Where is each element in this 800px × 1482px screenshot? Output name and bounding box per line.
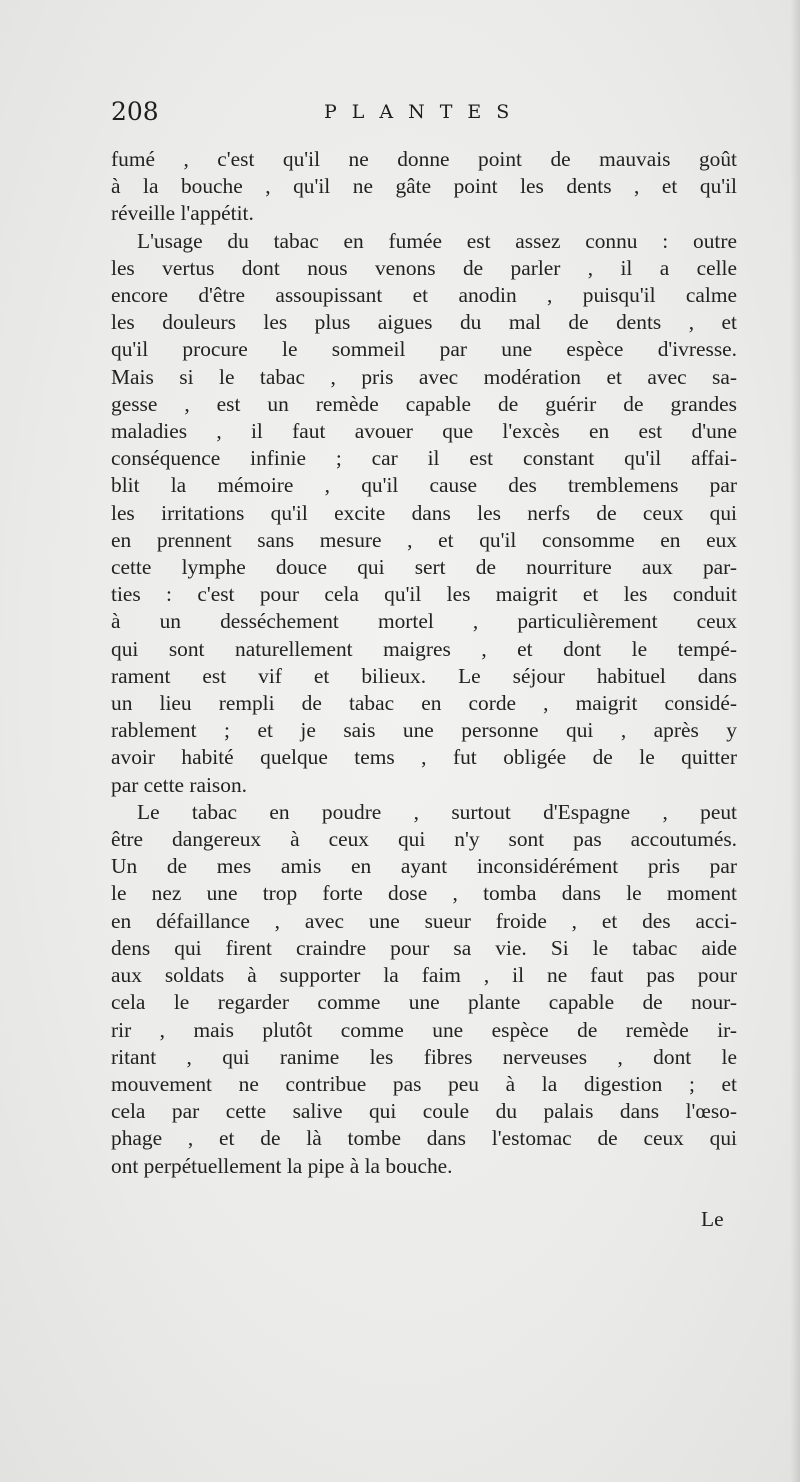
- text-line: les vertus dont nous venons de parler , il a celle: [111, 255, 737, 280]
- page-number: 208: [111, 97, 159, 126]
- text-line: être dangereux à ceux qui n'y sont pas accoutumés.: [111, 827, 737, 852]
- body-text: [111, 146, 737, 1180]
- text-line: Le tabac en poudre , surtout d'Espagne , peut: [137, 799, 737, 824]
- text-line: par cette raison.: [111, 772, 247, 797]
- catchword: Le: [701, 1207, 724, 1231]
- text-line: L'usage du tabac en fumée est assez connu : outre: [137, 228, 737, 253]
- running-head: PLANTES: [324, 101, 525, 123]
- text-line: Un de mes amis en ayant inconsidérément pris par: [111, 854, 737, 879]
- text-line: cette lymphe douce qui sert de nourriture aux par-: [111, 555, 737, 580]
- text-line: qu'il procure le sommeil par une espèce d'ivresse.: [111, 337, 737, 362]
- text-line: aux soldats à supporter la faim , il ne faut pas pour: [111, 963, 737, 988]
- text-line: ont perpétuellement la pipe à la bouche.: [111, 1153, 453, 1178]
- page-edge-shadow: [790, 0, 800, 1482]
- text-line: rablement ; et je sais une personne qui , après y: [111, 718, 737, 743]
- text-line: mouvement ne contribue pas peu à la digestion ; et: [111, 1071, 737, 1096]
- text-line: rir , mais plutôt comme une espèce de remède ir-: [111, 1017, 737, 1042]
- text-line: en défaillance , avec une sueur froide , et des acci-: [111, 908, 737, 933]
- text-line: dens qui firent craindre pour sa vie. Si le tabac aide: [111, 935, 737, 960]
- text-line: les douleurs les plus aigues du mal de dents , et: [111, 310, 737, 335]
- page-header: [111, 97, 671, 137]
- text-line: réveille l'appétit.: [111, 201, 254, 226]
- text-line: en prennent sans mesure , et qu'il consomme en eux: [111, 527, 737, 552]
- text-line: maladies , il faut avouer que l'excès en est d'une: [111, 419, 737, 444]
- text-line: cela par cette salive qui coule du palais dans l'œso-: [111, 1099, 737, 1124]
- text-line: à un desséchement mortel , particulièrement ceux: [111, 609, 737, 634]
- text-line: fumé , c'est qu'il ne donne point de mauvais goût: [111, 147, 737, 171]
- text-line: gesse , est un remède capable de guérir de grandes: [111, 391, 737, 416]
- text-line: blit la mémoire , qu'il cause des tremblemens par: [111, 473, 737, 498]
- text-line: encore d'être assoupissant et anodin , puisqu'il calme: [111, 283, 737, 308]
- text-line: les irritations qu'il excite dans les nerfs de ceux qui: [111, 500, 737, 525]
- text-line: phage , et de là tombe dans l'estomac de ceux qui: [111, 1126, 737, 1151]
- text-line: conséquence infinie ; car il est constant qu'il affai-: [111, 446, 737, 471]
- text-line: ties : c'est pour cela qu'il les maigrit et les conduit: [111, 582, 737, 607]
- text-line: un lieu rempli de tabac en corde , maigrit considé-: [111, 691, 737, 716]
- text-line: avoir habité quelque tems , fut obligée de le quitter: [111, 745, 737, 770]
- text-line: le nez une trop forte dose , tomba dans le moment: [111, 881, 737, 906]
- text-line: Mais si le tabac , pris avec modération et avec sa-: [111, 364, 737, 389]
- text-line: rament est vif et bilieux. Le séjour habituel dans: [111, 663, 737, 688]
- text-line: à la bouche , qu'il ne gâte point les dents , et qu'il: [111, 174, 737, 199]
- text-line: ritant , qui ranime les fibres nerveuses , dont le: [111, 1044, 737, 1069]
- text-line: qui sont naturellement maigres , et dont le tempé-: [111, 636, 737, 661]
- text-line: cela le regarder comme une plante capable de nour-: [111, 990, 737, 1015]
